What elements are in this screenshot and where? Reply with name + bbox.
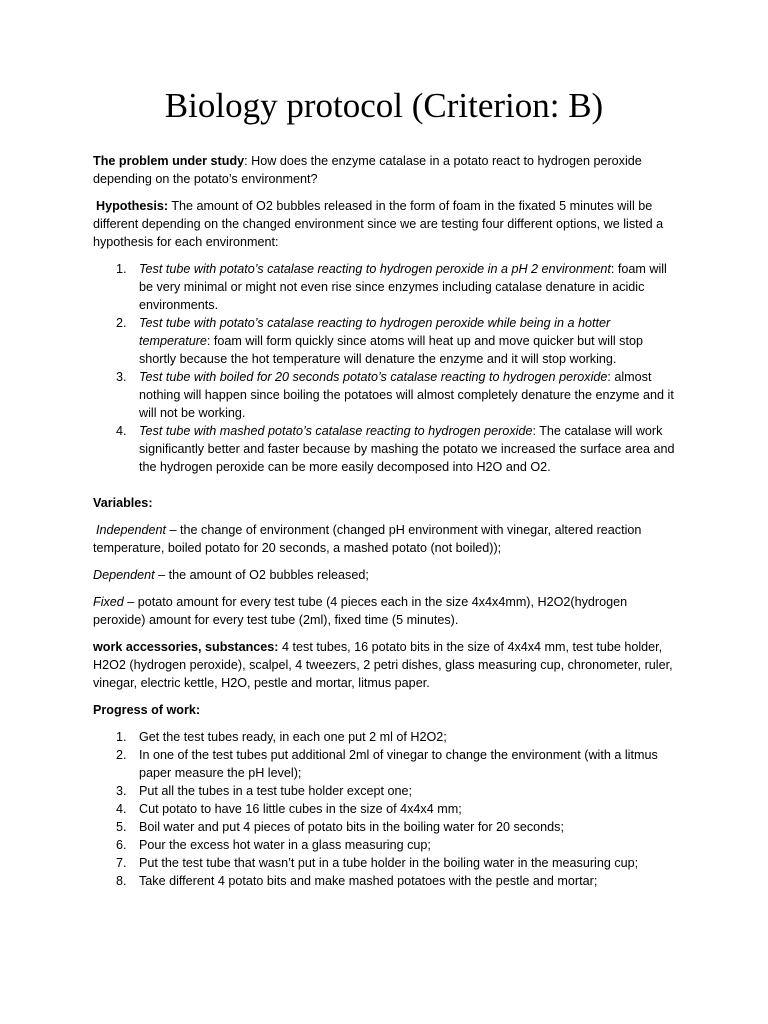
hypothesis-item-text: : foam will be very minimal or might not even rise since enzymes including catalase denature in acidic environments. [139,262,667,312]
variables-heading-text: Variables: [93,496,153,510]
hypothesis-text: The amount of O2 bubbles released in the form of foam in the fixated 5 minutes will be different depending on the changed environment since we are testing four different options, we listed a hypothesis for each environment: [93,199,664,249]
hypothesis-item-title: Test tube with potato’s catalase reacting to hydrogen peroxide while being in a hotter temperature [139,316,611,348]
accessories-text: 4 test tubes, 16 potato bits in the size of 4x4x4 mm, test tube holder, H2O2 (hydrogen peroxide), scalpel, 4 tweezers, 2 petri dishes, glass measuring cup, chronometer, ruler, vinegar, electric kettle, H2O, pestle and mortar, litmus paper. [93,640,673,690]
list-number: 1. [116,730,127,744]
progress-step [93,854,683,872]
list-number: 7. [116,856,127,870]
progress-step [93,818,683,836]
hypothesis-item [93,314,683,368]
problem-paragraph [93,152,683,188]
accessories-paragraph [93,638,683,692]
list-number: 3. [116,784,127,798]
progress-step-text: Put all the tubes in a test tube holder except one; [139,784,413,798]
hypothesis-item-title: Test tube with boiled for 20 seconds potato’s catalase reacting to hydrogen peroxide [139,370,608,384]
fixed-text: – potato amount for every test tube (4 pieces each in the size 4x4x4mm), H2O2(hydrogen peroxide) amount for every test tube (2ml), fixed time (5 minutes). [93,595,628,627]
problem-label: The problem under study [93,154,245,168]
variables-heading [93,494,683,512]
document-title: Biology protocol (Criterion: B) [164,86,604,125]
hypothesis-item-text: : foam will form quickly since atoms will heat up and move quicker but will stop shortly because the hot temperature will denature the enzyme and it will stop working. [139,334,643,366]
fixed-label: Fixed [93,595,124,609]
dependent-variable [93,566,683,584]
list-number: 8. [116,874,127,888]
progress-step [93,782,683,800]
problem-text: : How does the enzyme catalase in a potato react to hydrogen peroxide depending on the potato’s environment? [93,154,642,186]
progress-step [93,872,683,890]
fixed-variable [93,593,683,629]
hypothesis-label: Hypothesis: [96,199,169,213]
hypothesis-item-text: : almost nothing will happen since boiling the potatoes will almost completely denature the enzyme and it will not be working. [139,370,674,420]
hypothesis-item [93,260,683,314]
hypothesis-item-title: Test tube with potato’s catalase reacting to hydrogen peroxide in a pH 2 environment [139,262,611,276]
progress-heading [93,701,683,719]
hypothesis-paragraph [93,197,683,251]
list-number: 4. [116,802,127,816]
independent-label: Independent [96,523,167,537]
progress-step-text: Put the test tube that wasn’t put in a tube holder in the boiling water in the measuring cup; [139,856,639,870]
list-number: 1. [116,262,127,276]
document-body [93,152,683,890]
hypothesis-item-text: : The catalase will work significantly better and faster because by mashing the potato we increased the surface area and the hydrogen peroxide can be more easily decomposed into H2O and O2. [139,424,675,474]
dependent-label: Dependent [93,568,155,582]
progress-heading-text: Progress of work: [93,703,201,717]
list-number: 6. [116,838,127,852]
accessories-label: work accessories, substances: [93,640,279,654]
progress-step-text: Pour the excess hot water in a glass measuring cup; [139,838,431,852]
progress-step-text: Get the test tubes ready, in each one put 2 ml of H2O2; [139,730,447,744]
list-number: 3. [116,370,127,384]
progress-step [93,836,683,854]
hypothesis-item [93,368,683,422]
list-number: 2. [116,748,127,762]
progress-step-text: Cut potato to have 16 little cubes in the size of 4x4x4 mm; [139,802,462,816]
progress-step [93,728,683,746]
progress-step [93,746,683,782]
hypothesis-list [93,260,683,476]
progress-step-text: Boil water and put 4 pieces of potato bits in the boiling water for 20 seconds; [139,820,564,834]
hypothesis-item [93,422,683,476]
list-number: 5. [116,820,127,834]
list-number: 2. [116,316,127,330]
list-number: 4. [116,424,127,438]
progress-step [93,800,683,818]
independent-variable [93,521,683,557]
progress-list [93,728,683,890]
hypothesis-item-title: Test tube with mashed potato’s catalase reacting to hydrogen peroxide [139,424,533,438]
progress-step-text: Take different 4 potato bits and make mashed potatoes with the pestle and mortar; [139,874,598,888]
dependent-text: – the amount of O2 bubbles released; [154,568,369,582]
independent-text: – the change of environment (changed pH environment with vinegar, altered reaction temperature, boiled potato for 20 seconds, a mashed potato (not boiled)); [93,523,642,555]
progress-step-text: In one of the test tubes put additional 2ml of vinegar to change the environment (with a litmus paper measure the pH level); [139,748,658,780]
